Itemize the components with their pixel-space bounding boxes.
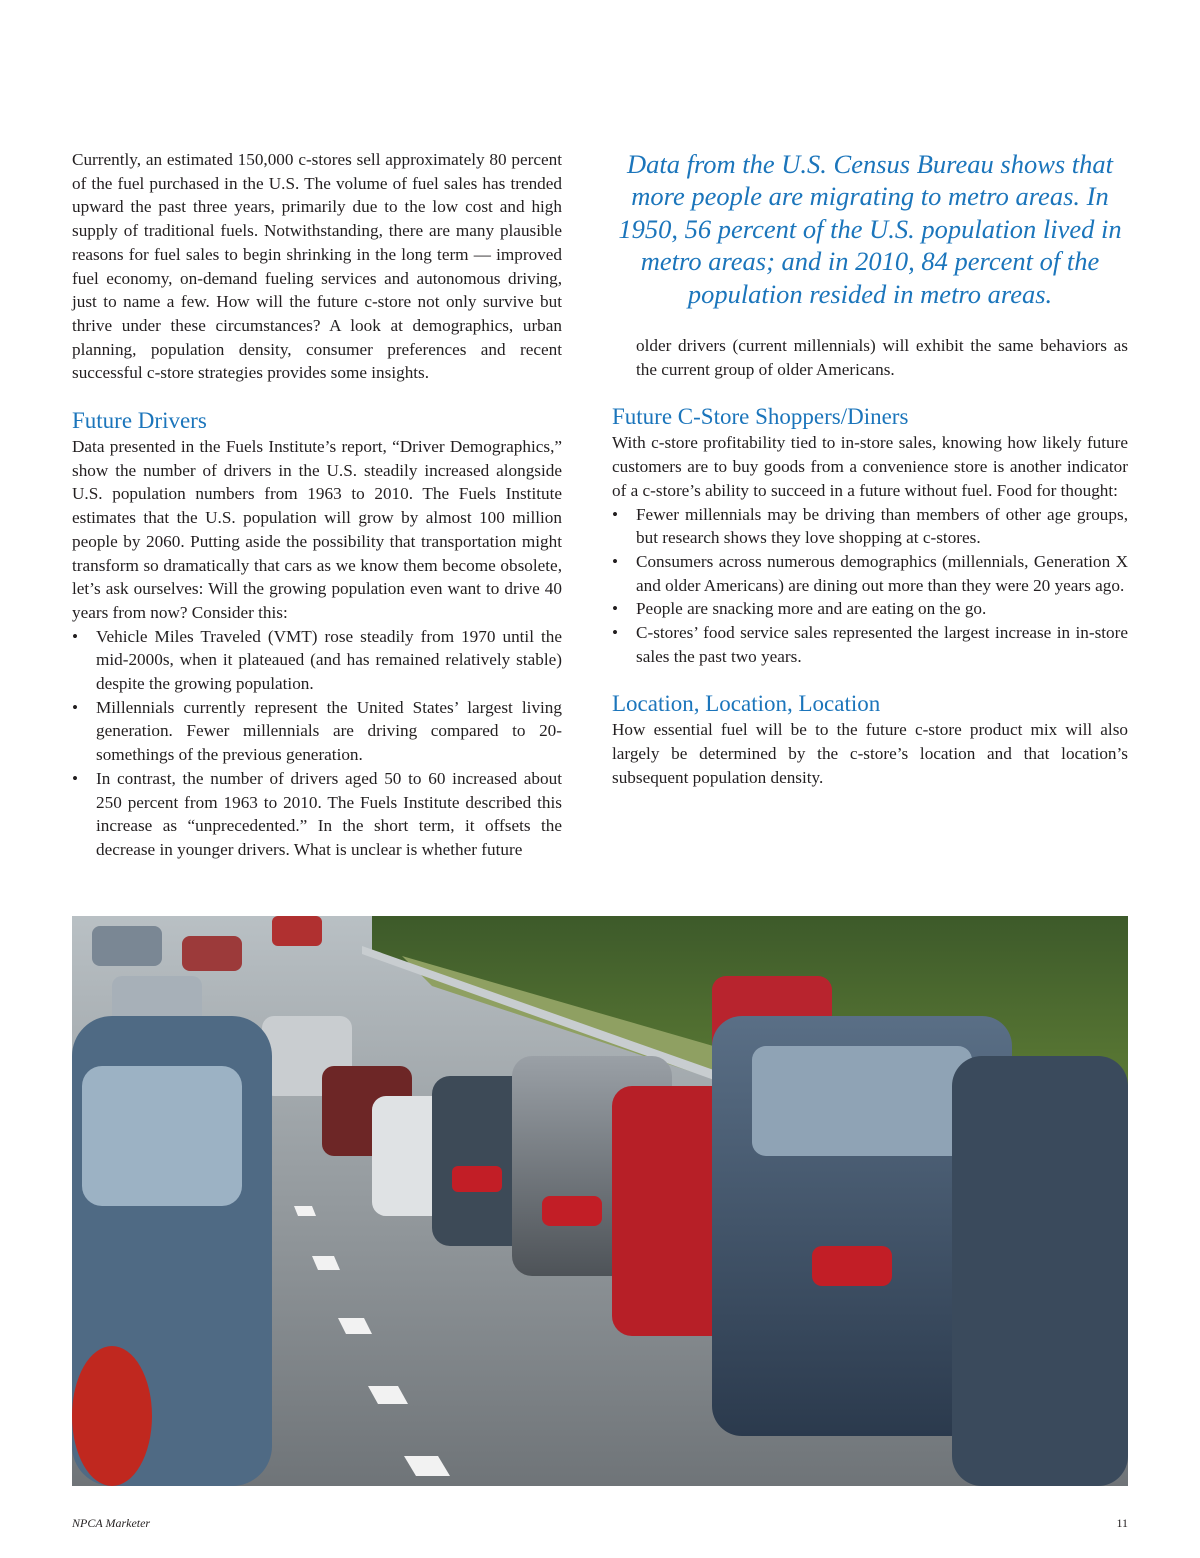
traffic-illustration xyxy=(72,916,1128,1486)
list-item: • Millennials currently represent the United States’ largest living generation. Fewer millennials are driving compared to 20-somethings of the previous generation. xyxy=(72,696,562,767)
future-shoppers-list xyxy=(612,503,1128,669)
heading-future-shoppers: Future C-Store Shoppers/Diners xyxy=(612,404,909,430)
list-item: • Vehicle Miles Traveled (VMT) rose steadily from 1970 until the mid-2000s, when it plateaued (and has remained relatively stable) despite the growing population. xyxy=(72,625,562,696)
pull-quote: Data from the U.S. Census Bureau shows that more people are migrating to metro areas. In 1950, 56 percent of the U.S. population lived in metro areas; and in 2010, 84 percent of the population resided in metro areas. xyxy=(618,149,1122,309)
right-column xyxy=(612,148,1128,790)
intro-paragraph: Currently, an estimated 150,000 c-stores sell approximately 80 percent of the fuel purchased in the U.S. The volume of fuel sales has trended upward the past three years, primarily due to the low cost and high supply of traditional fuels. Notwithstanding, there are many plausible reasons for fuel sales to begin shrinking in the long term — improved fuel economy, on-demand fueling services and autonomous driving, just to name a few. How will the future c-store not only survive but thrive under these circumstances? A look at demographics, urban planning, population density, consumer preferences and recent successful c-store strategies provides some insights. xyxy=(72,150,562,383)
list-item: • In contrast, the number of drivers aged 50 to 60 increased about 250 percent from 1963 to 2010. The Fuels Institute described this increase as “unprecedented.” In the short term, it offsets the decrease in younger drivers. What is unclear is whether future xyxy=(72,767,562,862)
page-number: 11 xyxy=(1116,1516,1128,1530)
section-location xyxy=(612,690,1128,789)
list-item: • Consumers across numerous demographics (millennials, Generation X and older Americans) are dining out more than they were 20 years ago. xyxy=(612,550,1128,597)
footer-publication: NPCA Marketer xyxy=(72,1516,151,1530)
section-future-shoppers xyxy=(612,403,1128,668)
future-drivers-body: Data presented in the Fuels Institute’s report, “Driver Demographics,” show the number of drivers in the U.S. steadily increased alongside U.S. population numbers from 1963 to 2010. The Fuels Institute estimates that the U.S. population will grow by almost 100 million people by 2060. Putting aside the possibility that transportation might transform so dramatically that cars as we know them become obsolete, let’s ask ourselves: Will the growing population even want to drive 40 years from now? Consider this: xyxy=(72,437,562,622)
location-body: How essential fuel will be to the future c-store product mix will also largely be determined by the c-store’s location and that location’s subsequent population density. xyxy=(612,720,1128,787)
continuation-paragraph: older drivers (current millennials) will exhibit the same behaviors as the current group of older Americans. xyxy=(636,336,1128,379)
traffic-photo xyxy=(72,916,1128,1486)
heading-future-drivers: Future Drivers xyxy=(72,408,207,434)
section-future-drivers xyxy=(72,407,562,862)
future-drivers-list xyxy=(72,625,562,862)
future-shoppers-body: With c-store profitability tied to in-store sales, knowing how likely future customers are to buy goods from a convenience store is another indicator of a c-store’s ability to succeed in a future without fuel. Food for thought: xyxy=(612,433,1128,500)
list-item: • C-stores’ food service sales represented the largest increase in in-store sales the past two years. xyxy=(612,621,1128,668)
left-column xyxy=(72,148,562,862)
list-item: • People are snacking more and are eating on the go. xyxy=(612,597,1128,621)
heading-location: Location, Location, Location xyxy=(612,691,881,717)
list-item: • Fewer millennials may be driving than members of other age groups, but research shows they love shopping at c-stores. xyxy=(612,503,1128,550)
